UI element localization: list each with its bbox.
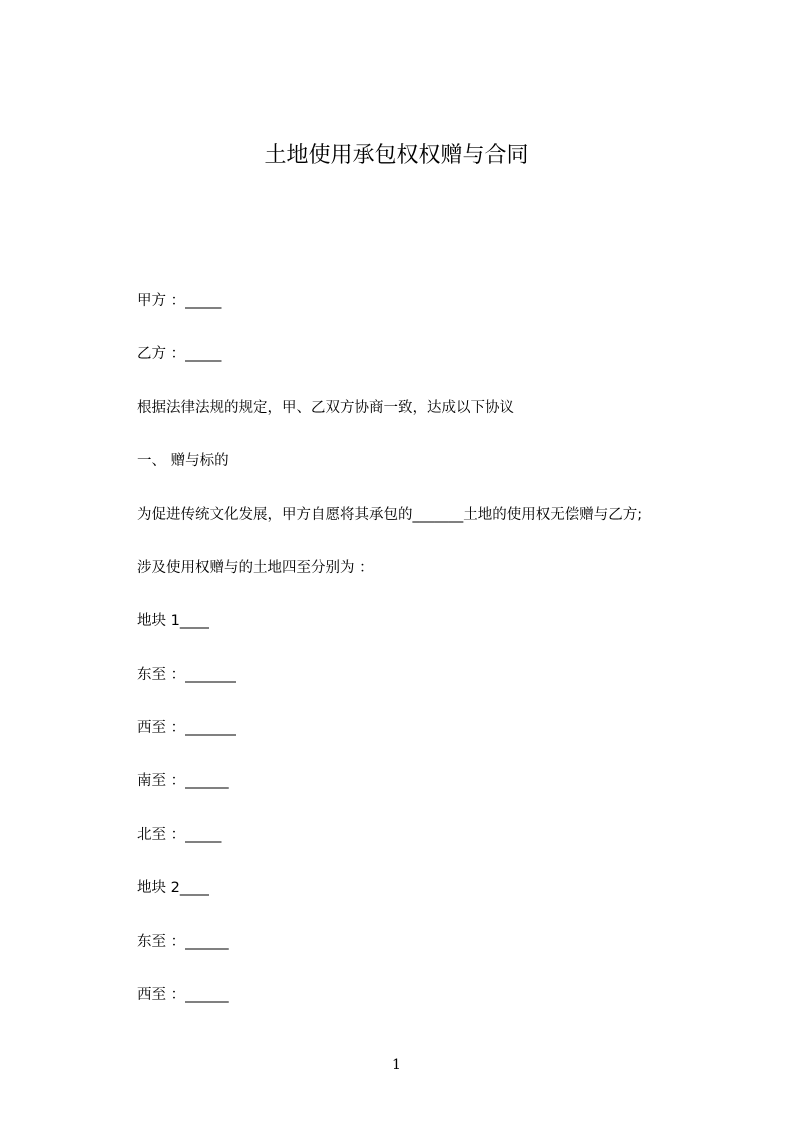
agreement-preamble: 根据法律法规的规定，甲、乙双方协商一致，达成以下协议 [137, 400, 514, 416]
party-b-line: 乙方 ：_____ [137, 346, 222, 362]
plot-1-south-boundary: 南至 ：______ [137, 773, 229, 789]
document-title: 土地使用承包权权赠与合同 [264, 143, 529, 168]
plot-2-east-boundary: 东至 ：______ [137, 934, 229, 950]
plot-1-west-boundary: 西至 ：_______ [137, 720, 236, 736]
land-boundaries-intro: 涉及使用权赠与的土地四至分别为 ： [137, 560, 374, 576]
party-a-line: 甲方 ：_____ [137, 293, 222, 309]
plot-1-north-boundary: 北至 ：_____ [137, 827, 222, 843]
plot-1-heading: 地块 1____ [137, 613, 209, 629]
plot-2-west-boundary: 西至 ：______ [137, 987, 229, 1003]
plot-2-heading: 地块 2____ [137, 880, 209, 896]
section-heading-gift-subject: 一、 赠与标的 [137, 453, 229, 469]
plot-1-east-boundary: 东至 ：_______ [137, 667, 236, 683]
page-number: 1 [392, 1057, 401, 1073]
gift-clause: 为促进传统文化发展，甲方自愿将其承包的_______土地的使用权无偿赠与乙方; [137, 507, 643, 523]
